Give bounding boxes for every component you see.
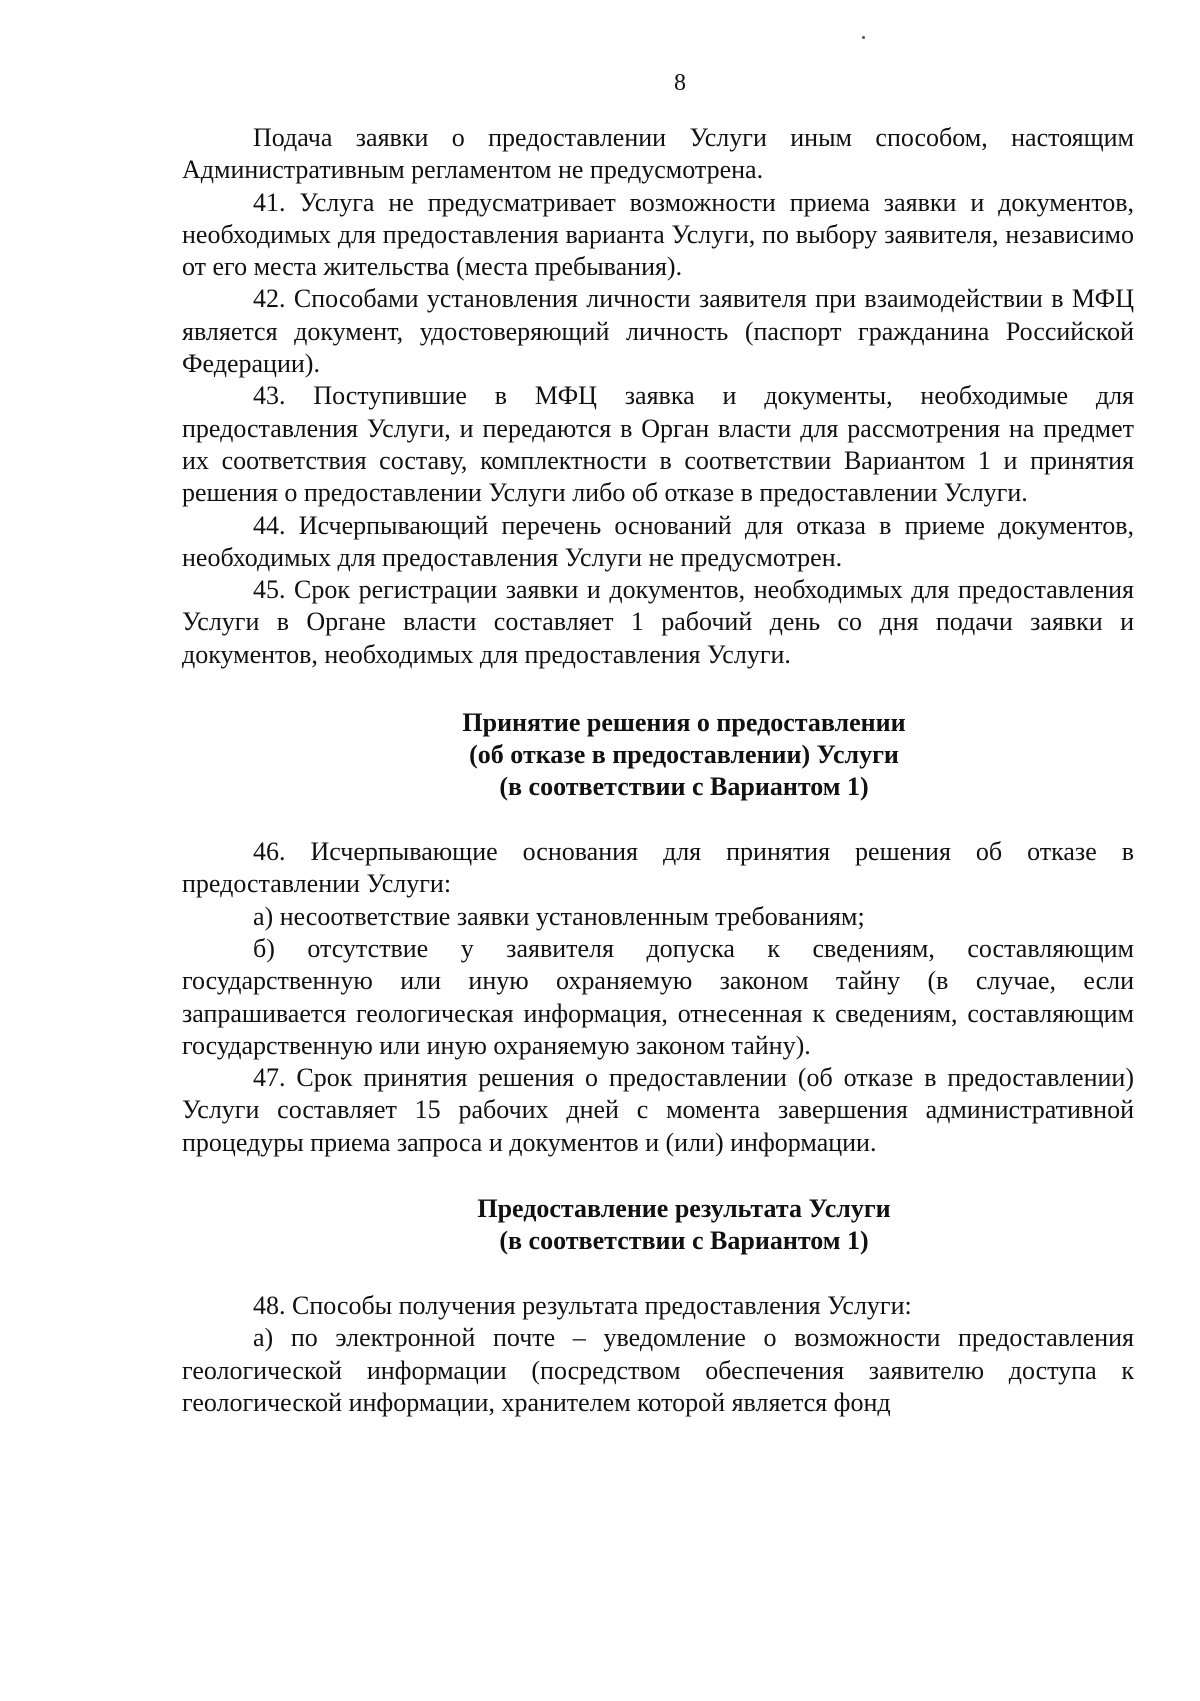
paragraph-46a: а) несоответствие заявки установленным требованиям; (253, 901, 865, 931)
paragraph-43: 43. Поступившие в МФЦ заявка и документы, необходимые для предоставления Услуги, и передаются в Орган власти для рассмотрения на предмет их соответствия составу, комплектности в соответствии Вариантом 1 и принятия решения о предоставлении Услуги либо об отказе в предоставлении Услуги. (182, 381, 1134, 508)
paragraph-48: 48. Способы получения результата предоставления Услуги: (253, 1291, 912, 1321)
section-heading-result (234, 1193, 1134, 1257)
document-body (182, 122, 1134, 1419)
paragraph-47: 47. Срок принятия решения о предоставлении (об отказе в предоставлении) Услуги составляет 15 рабочих дней с момента завершения административной процедуры приема запроса и документов и (или) информации. (182, 1063, 1134, 1157)
heading-line: (в соответствии с Вариантом 1) (499, 1226, 869, 1256)
paragraph-44: 44. Исчерпывающий перечень оснований для отказа в приеме документов, необходимых для предоставления Услуги не предусмотрен. (182, 510, 1134, 572)
paragraph-intro: Подача заявки о предоставлении Услуги иным способом, настоящим Административным регламентом не предусмотрена. (182, 123, 1134, 185)
section-heading-decision (234, 707, 1134, 803)
paragraph-45: 45. Срок регистрации заявки и документов, необходимых для предоставления Услуги в Органе власти составляет 1 рабочий день со дня подачи заявки и документов, необходимых для предоставления Услуги. (182, 575, 1134, 669)
paragraph-46: 46. Исчерпывающие основания для принятия решения об отказе в предоставлении Услуги: (182, 837, 1134, 899)
paragraph-42: 42. Способами установления личности заявителя при взаимодействии в МФЦ является документ, удостоверяющий личность (паспорт гражданина Российской Федерации). (182, 284, 1134, 379)
heading-line: Принятие решения о предоставлении (462, 708, 906, 738)
paragraph-46b: б) отсутствие у заявителя допуска к сведениям, составляющим государственную или иную охраняемую законом тайну (в случае, если запрашивается геологическая информация, отнесенная к сведениям, составляющим государственную или иную охраняемую законом тайну). (182, 933, 1134, 1060)
paragraph-48a: а) по электронной почте – уведомление о возможности предоставления геологической информации (посредством обеспечения заявителю доступа к геологической информации, хранителем которой является фонд (182, 1323, 1134, 1417)
heading-line: (в соответствии с Вариантом 1) (499, 772, 869, 802)
heading-line: Предоставление результата Услуги (477, 1194, 891, 1224)
page-number: 8 (674, 70, 686, 96)
paragraph-41: 41. Услуга не предусматривает возможности приема заявки и документов, необходимых для предоставления варианта Услуги, по выбору заявителя, независимо от его места жительства (места пребывания). (182, 187, 1134, 282)
scan-speck (862, 36, 865, 39)
heading-line: (об отказе в предоставлении) Услуги (469, 740, 899, 770)
